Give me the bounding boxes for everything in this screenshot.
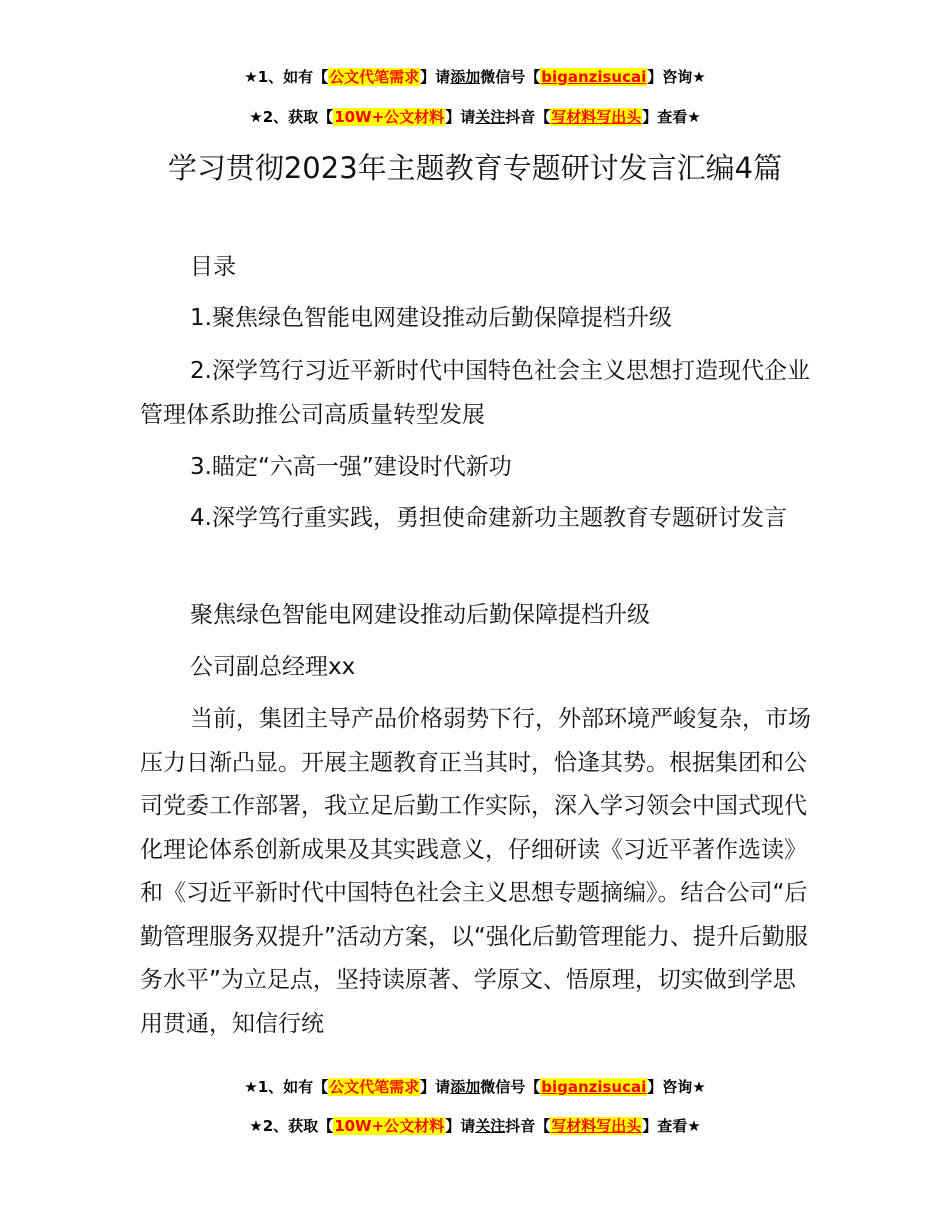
promo-underlined: 添加 — [450, 68, 481, 86]
promo-text: 抖音【 — [505, 108, 551, 126]
wechat-id-link[interactable]: biganzisucai — [541, 1078, 647, 1096]
body-paragraph: 当前，集团主导产品价格弱势下行，外部环境严峻复杂，市场压力日渐凸显。开展主题教育正当其时，恰逢其势。根据集团和公司党委工作部署，我立足后勤工作实际，深入学习领会中国式现代化理论体系创新成果及其实践意义，仔细研读《习近平著作选读》和《习近平新时代中国特色社会主义思想专题摘编》。结合公司“后勤管理服务双提升”活动方案，以“强化后勤管理能力、提升后勤服务水平”为立足点，坚持读原著、学原文、悟原理，切实做到学思用贯通，知信行统 — [140, 706, 811, 1037]
toc-heading: 目录 — [190, 254, 236, 280]
promo-highlight: 10W+公文材料 — [334, 1117, 445, 1135]
promo-prefix: ★1、如有【 — [244, 1078, 329, 1096]
promo-prefix: ★2、获取【 — [249, 1117, 334, 1135]
promo-prefix: ★2、获取【 — [249, 108, 334, 126]
toc-item-4: 4.深学笃行重实践，勇担使命建新功主题教育专题研讨发言 — [190, 505, 787, 531]
promo-text: 微信号【 — [480, 1078, 541, 1096]
wechat-id-link[interactable]: biganzisucai — [541, 68, 647, 86]
promo-highlight: 公文代笔需求 — [329, 1078, 420, 1096]
promo-text: 】请 — [445, 108, 476, 126]
promo-underlined: 关注 — [475, 1117, 506, 1135]
promo-text: 】请 — [420, 68, 451, 86]
footer-promo-line-2 — [0, 1115, 950, 1137]
promo-suffix: 】咨询★ — [647, 68, 706, 86]
promo-text: 】请 — [420, 1078, 451, 1096]
promo-text: 微信号【 — [480, 68, 541, 86]
promo-text: 抖音【 — [505, 1117, 551, 1135]
promo-suffix: 】咨询★ — [647, 1078, 706, 1096]
toc-item-2: 2.深学笃行习近平新时代中国特色社会主义思想打造现代企业管理体系助推公司高质量转型发展 — [140, 358, 810, 428]
header-promo-line-2 — [0, 106, 950, 128]
header-promo-line-1 — [0, 66, 950, 88]
footer-promo-line-1 — [0, 1076, 950, 1098]
author-line: 公司副总经理xx — [190, 654, 356, 680]
promo-underlined: 添加 — [450, 1078, 481, 1096]
promo-suffix: 】查看★ — [642, 1117, 701, 1135]
promo-suffix: 】查看★ — [642, 108, 701, 126]
promo-highlight: 10W+公文材料 — [334, 108, 445, 126]
douyin-id-link[interactable]: 写材料写出头 — [551, 108, 642, 126]
document-title: 学习贯彻2023年主题教育专题研讨发言汇编4篇 — [167, 151, 783, 185]
promo-highlight: 公文代笔需求 — [329, 68, 420, 86]
toc-item-1: 1.聚焦绿色智能电网建设推动后勤保障提档升级 — [190, 305, 672, 331]
douyin-id-link[interactable]: 写材料写出头 — [551, 1117, 642, 1135]
promo-prefix: ★1、如有【 — [244, 68, 329, 86]
promo-text: 】请 — [445, 1117, 476, 1135]
toc-item-3: 3.瞄定“六高一强”建设时代新功 — [190, 454, 512, 480]
section-title: 聚焦绿色智能电网建设推动后勤保障提档升级 — [190, 602, 650, 628]
promo-underlined: 关注 — [475, 108, 506, 126]
